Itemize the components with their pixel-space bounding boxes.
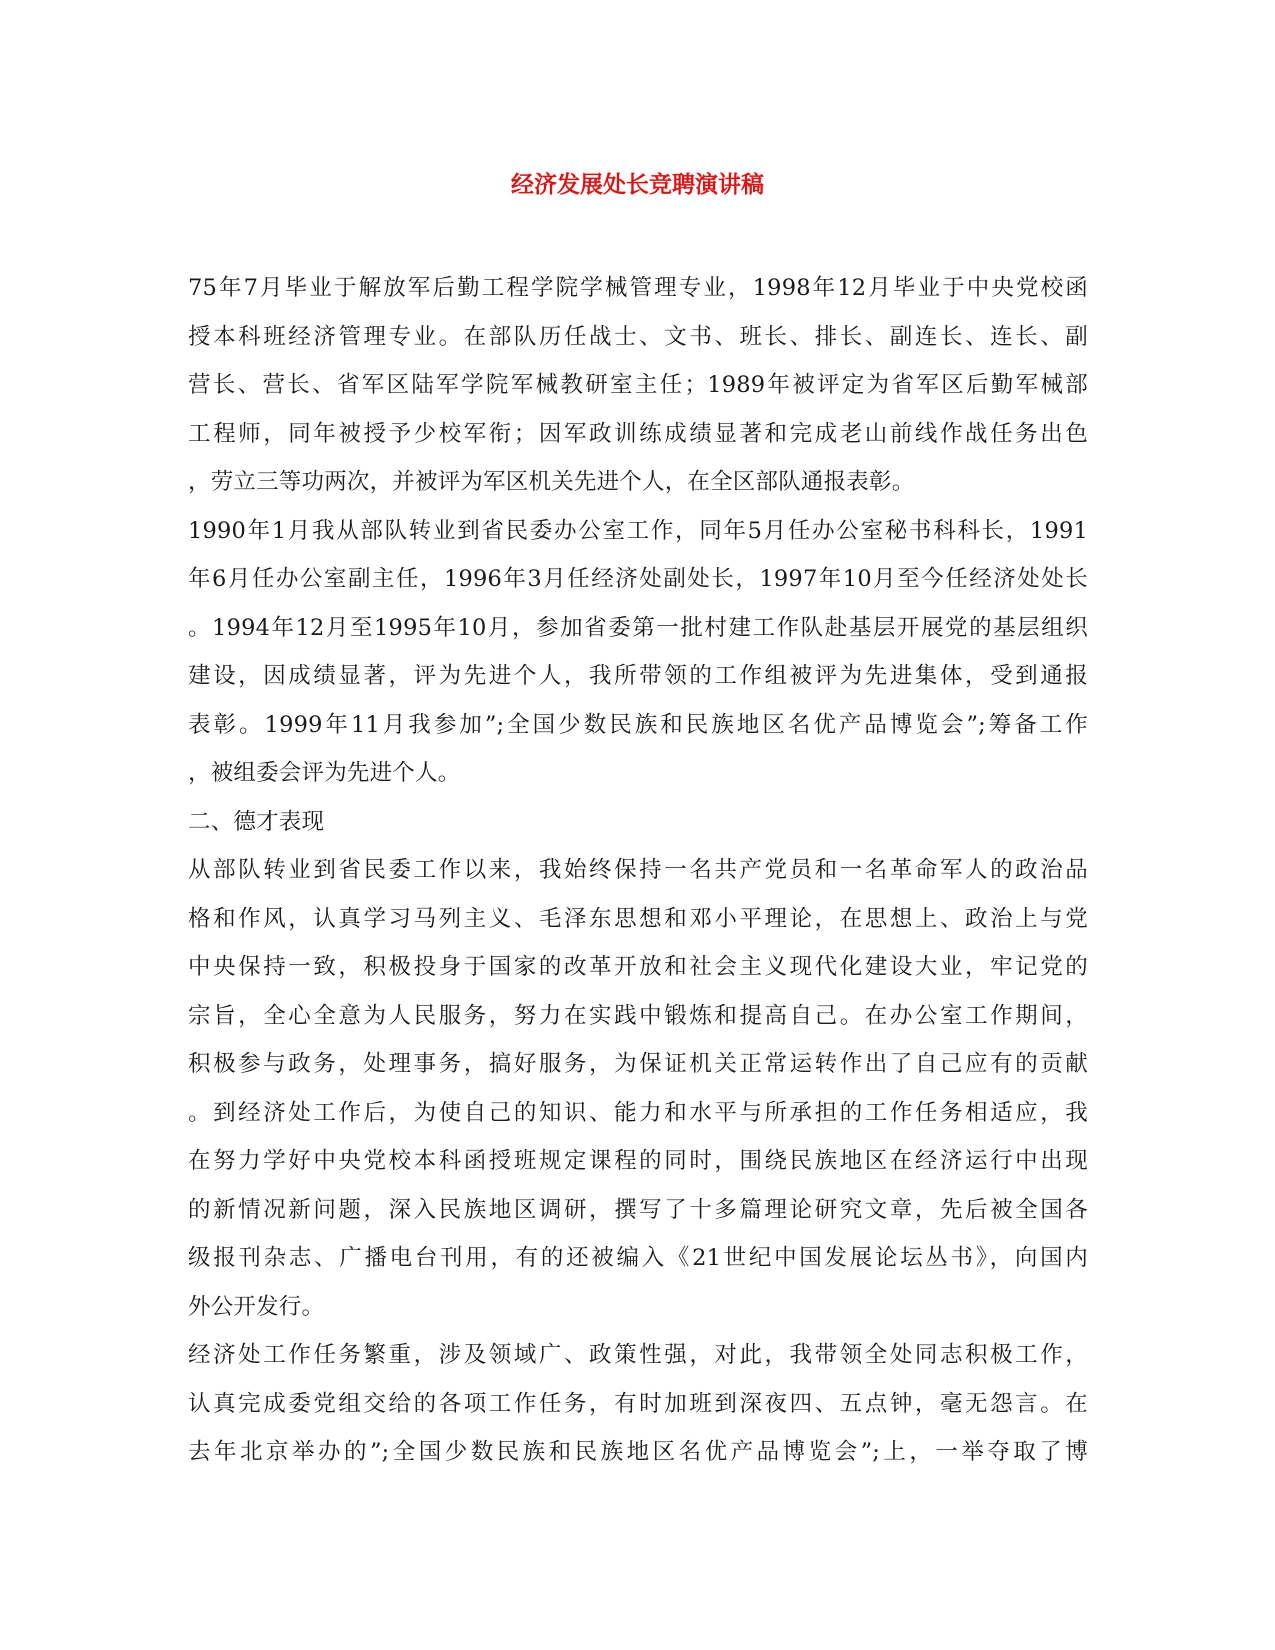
text-line: 75年7月毕业于解放军后勤工程学院学械管理专业，1998年12月毕业于中央党校函 [188, 275, 1088, 301]
text-line: ，劳立三等功两次，并被评为军区机关先进个人，在全区部队通报表彰。 [188, 469, 915, 495]
text-line: 从部队转业到省民委工作以来，我始终保持一名共产党员和一名革命军人的政治品 [188, 857, 1088, 883]
text-line: 二、德才表现 [188, 808, 325, 835]
text-line: 格和作风，认真学习马列主义、毛泽东思想和邓小平理论，在思想上、政治上与党 [188, 905, 1088, 932]
document-body [188, 268, 1088, 1481]
text-line: 营长、营长、省军区陆军学院军械教研室主任；1989年被评定为省军区后勤军械部 [188, 372, 1088, 398]
text-line: 经济处工作任务繁重，涉及领域广、政策性强，对此，我带领全处同志积极工作， [188, 1342, 1088, 1368]
text-line: 积极参与政务，处理事务，搞好服务，为保证机关正常运转作出了自己应有的贡献 [188, 1051, 1088, 1077]
text-line: ，被组委会评为先进个人。 [188, 760, 461, 786]
text-line: 中央保持一致，积极投身于国家的改革开放和社会主义现代化建设大业，牢记党的 [188, 954, 1088, 980]
text-line: 年6月任办公室副主任，1996年3月任经济处副处长，1997年10月至今任经济处处长 [188, 566, 1088, 592]
text-line: 去年北京举办的”;全国少数民族和民族地区名优产品博览会”;上，一举夺取了博 [188, 1439, 1088, 1465]
text-line: 建设，因成绩显著，评为先进个人，我所带领的工作组被评为先进集体，受到通报 [188, 663, 1088, 689]
text-line: 表彰。1999年11月我参加”;全国少数民族和民族地区名优产品博览会”;筹备工作 [188, 711, 1088, 738]
text-line: 外公开发行。 [188, 1293, 325, 1320]
document-title: 经济发展处长竞聘演讲稿 [511, 171, 764, 198]
text-line: 工程师，同年被授予少校军衔；因军政训练成绩显著和完成老山前线作战任务出色 [188, 420, 1088, 447]
text-line: 。到经济处工作后，为使自己的知识、能力和水平与所承担的工作任务相适应，我 [188, 1099, 1088, 1126]
text-line: 。1994年12月至1995年10月，参加省委第一批村建工作队赴基层开展党的基层组织 [188, 614, 1088, 641]
text-line: 宗旨，全心全意为人民服务，努力在实践中锻炼和提高自己。在办公室工作期间， [188, 1002, 1088, 1029]
text-line: 授本科班经济管理专业。在部队历任战士、文书、班长、排长、副连长、连长、副 [188, 323, 1088, 350]
text-line: 认真完成委党组交给的各项工作任务，有时加班到深夜四、五点钟，毫无怨言。在 [188, 1390, 1088, 1417]
text-line: 的新情况新问题，深入民族地区调研，撰写了十多篇理论研究文章，先后被全国各 [188, 1196, 1088, 1223]
text-line: 级报刊杂志、广播电台刊用，有的还被编入《21世纪中国发展论坛丛书》，向国内 [188, 1245, 1088, 1271]
text-line: 在努力学好中央党校本科函授班规定课程的同时，围绕民族地区在经济运行中出现 [188, 1148, 1088, 1174]
text-line: 1990年1月我从部队转业到省民委办公室工作，同年5月任办公室秘书科科长，1991 [188, 517, 1088, 544]
